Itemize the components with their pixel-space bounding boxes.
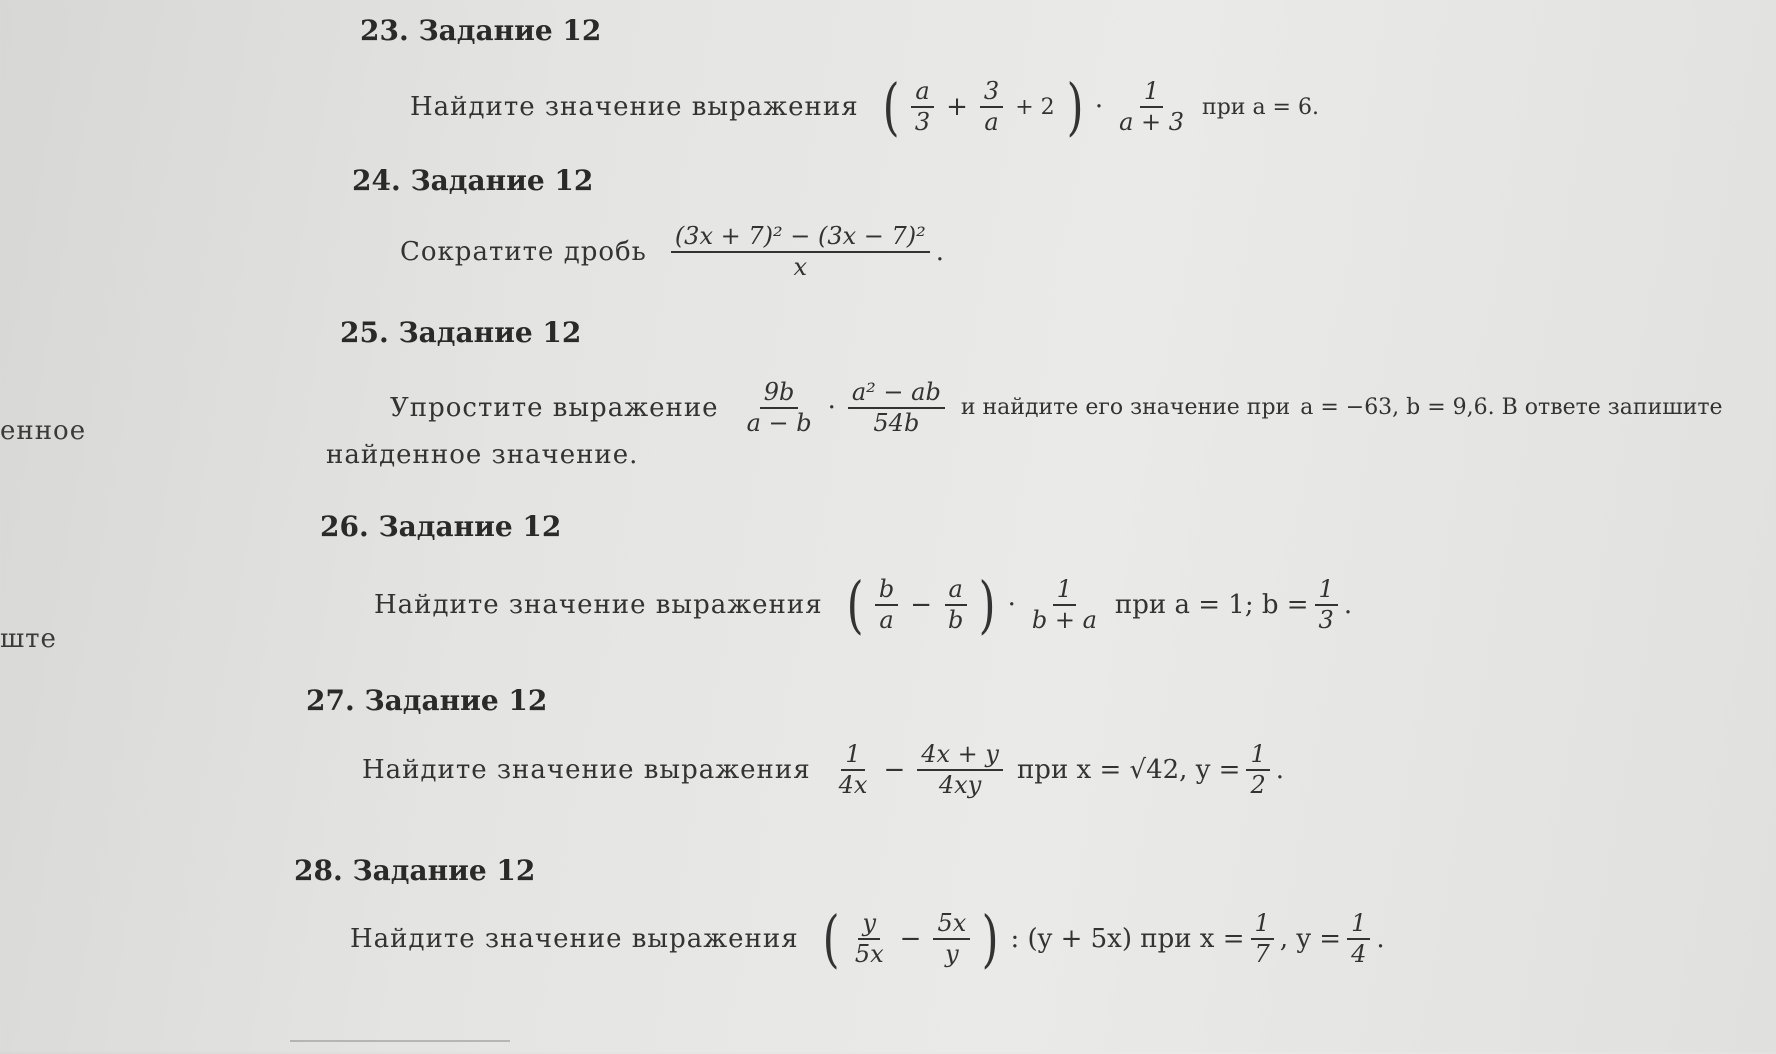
- condition: при a = 6.: [1202, 94, 1319, 120]
- task-title: 27. Задание 12: [306, 684, 548, 717]
- fraction-numerator: 1: [1246, 740, 1269, 771]
- fraction-numerator: 1: [1140, 77, 1163, 108]
- fraction-denominator: 4x: [838, 770, 868, 799]
- fraction-denominator: 3: [1318, 606, 1334, 634]
- fraction-numerator: a² − ab: [848, 378, 945, 409]
- task-tail: и найдите его значение при: [960, 395, 1291, 421]
- fraction-denominator: b + a: [1031, 606, 1097, 634]
- fraction-numerator: y: [858, 909, 880, 940]
- operator: −: [910, 590, 932, 620]
- task-title: 23. Задание 12: [360, 14, 602, 47]
- punctuation: .: [1343, 590, 1353, 620]
- task-statement: [362, 740, 1284, 800]
- fraction-numerator: 3: [980, 77, 1003, 108]
- operator: −: [883, 754, 906, 785]
- margin-fragment: енное: [0, 416, 87, 446]
- fraction-numerator: 1: [1251, 909, 1274, 940]
- condition-separator: , y =: [1279, 924, 1342, 954]
- task-statement: [374, 568, 1353, 641]
- fraction-denominator: 3: [914, 108, 931, 136]
- task-continuation: найденное значение.: [326, 440, 639, 470]
- fraction-numerator: (3x + 7)² − (3x − 7)²: [671, 222, 930, 253]
- fraction-numerator: 1: [1347, 909, 1370, 940]
- fraction-denominator: 4xy: [938, 770, 982, 799]
- fraction-numerator: 1: [1315, 575, 1338, 606]
- paren-right: ): [979, 568, 996, 641]
- fraction-denominator: 5x: [854, 940, 884, 968]
- operator: −: [899, 924, 922, 954]
- paren-right: ): [981, 902, 999, 975]
- fraction-denominator: a − b: [746, 408, 812, 437]
- fraction-numerator: a: [945, 575, 967, 606]
- task-label: Найдите значение выражения: [374, 590, 823, 620]
- paren-left: (: [822, 902, 840, 975]
- punctuation: .: [1275, 754, 1284, 785]
- condition: при a = 1; b =: [1114, 590, 1309, 620]
- fraction-denominator: a: [984, 108, 999, 136]
- task-statement: [350, 902, 1385, 975]
- task-title: 26. Задание 12: [320, 510, 562, 543]
- task-statement: [400, 222, 944, 282]
- task-statement: [410, 70, 1319, 143]
- operator: +: [946, 92, 968, 122]
- fraction-denominator: 54b: [873, 408, 920, 437]
- punctuation: .: [935, 236, 945, 267]
- task-title: 24. Задание 12: [352, 164, 594, 197]
- condition: a = −63, b = 9,6. В ответе запишите: [1300, 395, 1723, 421]
- fraction-denominator: x: [793, 252, 808, 281]
- condition: : (y + 5x) при x =: [1010, 924, 1245, 954]
- fraction-numerator: a: [911, 77, 933, 108]
- term: + 2: [1015, 94, 1055, 120]
- paren-left: (: [882, 70, 900, 143]
- task-title: 28. Задание 12: [294, 854, 536, 887]
- fraction-denominator: a + 3: [1119, 108, 1185, 136]
- fraction-denominator: 4: [1351, 940, 1367, 968]
- fraction-denominator: b: [948, 606, 964, 634]
- operator: ·: [1094, 92, 1104, 122]
- operator: ·: [1007, 590, 1016, 620]
- fraction-denominator: 7: [1254, 940, 1270, 968]
- fraction-denominator: y: [945, 940, 959, 968]
- task-label: Найдите значение выражения: [362, 754, 811, 785]
- task-label: Упростите выражение: [390, 392, 719, 423]
- task-title: 25. Задание 12: [340, 316, 582, 349]
- task-label: Сократите дробь: [400, 236, 647, 267]
- task-label: Найдите значение выражения: [410, 92, 859, 122]
- punctuation: .: [1376, 924, 1385, 954]
- paren-right: ): [1066, 70, 1084, 143]
- condition: при x = √42, y =: [1016, 754, 1241, 785]
- fraction-numerator: b: [875, 575, 898, 606]
- fraction-numerator: 1: [841, 740, 864, 771]
- fraction-numerator: 4x + y: [917, 740, 1003, 771]
- fraction-denominator: a: [879, 606, 894, 634]
- margin-fragment: ште: [0, 624, 57, 654]
- fraction-numerator: 9b: [760, 378, 799, 409]
- task-statement: [390, 378, 1723, 438]
- operator: ·: [827, 392, 836, 423]
- fraction-numerator: 5x: [933, 909, 970, 940]
- fraction-denominator: 2: [1250, 770, 1266, 799]
- task-label: Найдите значение выражения: [350, 924, 799, 954]
- paren-left: (: [846, 568, 864, 641]
- fraction-numerator: 1: [1053, 575, 1076, 606]
